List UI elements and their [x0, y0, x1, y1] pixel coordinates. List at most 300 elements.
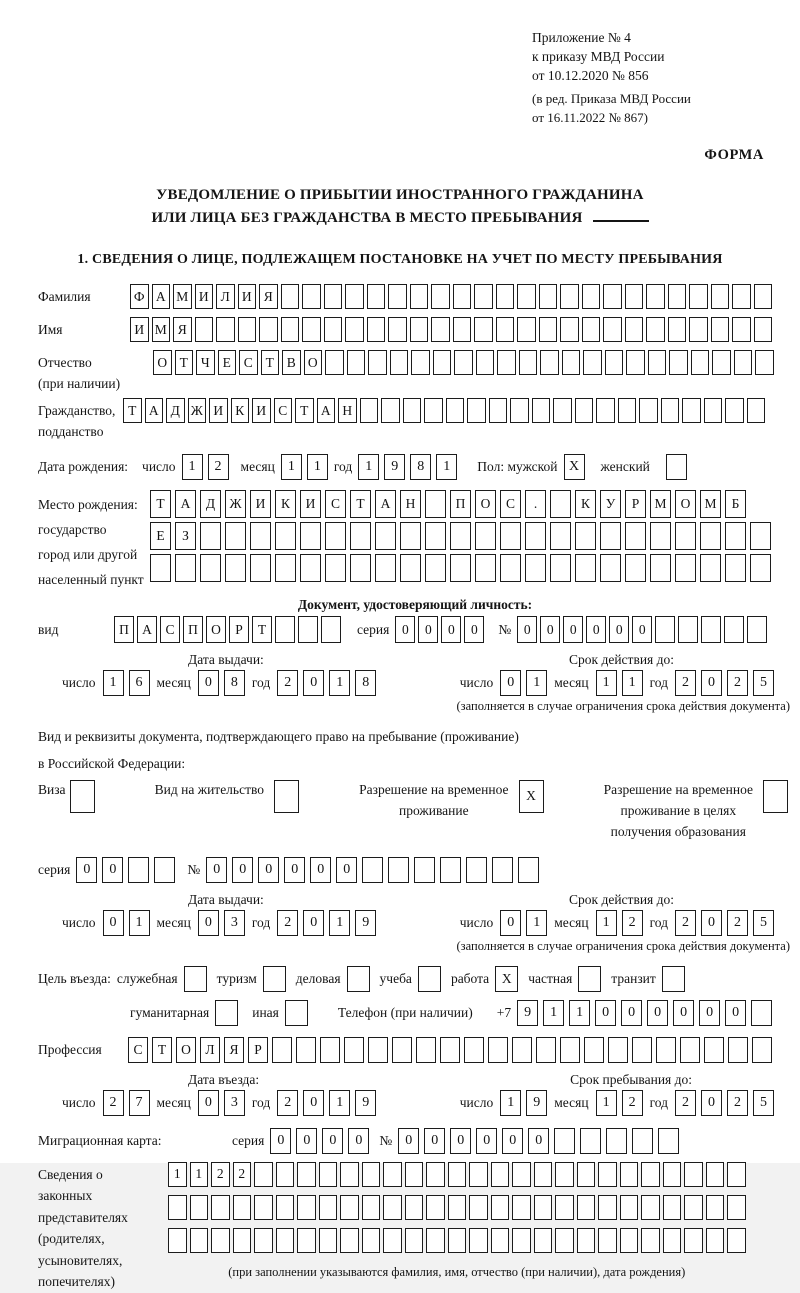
char-box[interactable]	[325, 522, 346, 550]
char-box[interactable]: И	[209, 398, 228, 423]
char-box[interactable]	[655, 616, 675, 643]
char-box[interactable]	[497, 350, 516, 375]
char-box[interactable]	[175, 554, 196, 582]
char-box[interactable]	[554, 1128, 575, 1154]
char-box[interactable]	[704, 1037, 724, 1063]
char-box[interactable]: 5	[753, 910, 774, 936]
char-box[interactable]: А	[175, 490, 196, 518]
char-box[interactable]: 0	[476, 1128, 497, 1154]
char-box[interactable]	[500, 554, 521, 582]
char-box[interactable]: 1	[307, 454, 328, 480]
char-box[interactable]: О	[675, 490, 696, 518]
char-box[interactable]	[405, 1228, 424, 1253]
char-box[interactable]: X	[495, 966, 518, 992]
char-box[interactable]	[276, 1228, 295, 1253]
char-box[interactable]	[582, 317, 601, 342]
char-box[interactable]: 0	[609, 616, 629, 643]
char-box[interactable]: 0	[270, 1128, 291, 1154]
char-box[interactable]: 0	[528, 1128, 549, 1154]
char-box[interactable]	[755, 350, 774, 375]
char-box[interactable]	[700, 522, 721, 550]
char-box[interactable]	[150, 554, 171, 582]
char-box[interactable]	[466, 857, 487, 883]
char-box[interactable]	[580, 1128, 601, 1154]
char-box[interactable]	[577, 1195, 596, 1220]
char-box[interactable]	[426, 1162, 445, 1187]
char-box[interactable]	[661, 398, 680, 423]
char-box[interactable]	[297, 1228, 316, 1253]
char-box[interactable]	[168, 1195, 187, 1220]
char-box[interactable]	[732, 317, 751, 342]
char-box[interactable]	[632, 1037, 652, 1063]
char-box[interactable]	[747, 398, 766, 423]
char-box[interactable]: 1	[569, 1000, 590, 1026]
char-box[interactable]: 5	[753, 1090, 774, 1116]
char-box[interactable]	[725, 554, 746, 582]
char-box[interactable]: 0	[322, 1128, 343, 1154]
char-box[interactable]	[575, 522, 596, 550]
char-box[interactable]: 1	[622, 670, 643, 696]
char-box[interactable]: X	[564, 454, 585, 480]
char-box[interactable]	[575, 554, 596, 582]
char-box[interactable]	[233, 1228, 252, 1253]
char-box[interactable]	[492, 857, 513, 883]
char-box[interactable]	[433, 350, 452, 375]
char-box[interactable]	[725, 522, 746, 550]
char-box[interactable]	[488, 1037, 508, 1063]
char-box[interactable]	[646, 317, 665, 342]
char-box[interactable]	[727, 1162, 746, 1187]
char-box[interactable]	[583, 350, 602, 375]
char-box[interactable]	[347, 350, 366, 375]
char-box[interactable]	[578, 966, 601, 992]
char-box[interactable]	[711, 284, 730, 309]
char-box[interactable]	[274, 780, 299, 813]
char-box[interactable]	[416, 1037, 436, 1063]
char-box[interactable]	[469, 1162, 488, 1187]
char-box[interactable]: 0	[540, 616, 560, 643]
char-box[interactable]: 1	[129, 910, 150, 936]
char-box[interactable]	[168, 1228, 187, 1253]
char-box[interactable]: 8	[410, 454, 431, 480]
char-box[interactable]	[618, 398, 637, 423]
char-box[interactable]	[641, 1162, 660, 1187]
char-box[interactable]	[405, 1195, 424, 1220]
char-box[interactable]: 0	[500, 670, 521, 696]
char-box[interactable]: Т	[123, 398, 142, 423]
char-box[interactable]	[701, 616, 721, 643]
char-box[interactable]: К	[575, 490, 596, 518]
char-box[interactable]: И	[250, 490, 271, 518]
char-box[interactable]	[250, 522, 271, 550]
char-box[interactable]	[344, 1037, 364, 1063]
char-box[interactable]: 3	[224, 910, 245, 936]
char-box[interactable]	[598, 1228, 617, 1253]
char-box[interactable]	[184, 966, 207, 992]
char-box[interactable]	[300, 554, 321, 582]
char-box[interactable]	[724, 616, 744, 643]
char-box[interactable]	[410, 317, 429, 342]
char-box[interactable]	[603, 284, 622, 309]
char-box[interactable]	[281, 284, 300, 309]
char-box[interactable]	[763, 780, 788, 813]
char-box[interactable]: 2	[675, 910, 696, 936]
char-box[interactable]	[340, 1162, 359, 1187]
char-box[interactable]: М	[152, 317, 171, 342]
char-box[interactable]	[285, 1000, 308, 1026]
char-box[interactable]: 0	[310, 857, 331, 883]
char-box[interactable]: 2	[727, 1090, 748, 1116]
char-box[interactable]	[539, 284, 558, 309]
char-box[interactable]: 1	[596, 670, 617, 696]
char-box[interactable]	[400, 554, 421, 582]
char-box[interactable]: 1	[329, 910, 350, 936]
char-box[interactable]	[625, 522, 646, 550]
char-box[interactable]	[425, 554, 446, 582]
char-box[interactable]	[414, 857, 435, 883]
char-box[interactable]: Ф	[130, 284, 149, 309]
char-box[interactable]	[453, 284, 472, 309]
char-box[interactable]	[534, 1162, 553, 1187]
char-box[interactable]	[534, 1228, 553, 1253]
char-box[interactable]	[625, 554, 646, 582]
char-box[interactable]: 0	[441, 616, 461, 643]
char-box[interactable]	[598, 1162, 617, 1187]
char-box[interactable]: О	[176, 1037, 196, 1063]
char-box[interactable]: 1	[526, 670, 547, 696]
char-box[interactable]: 2	[208, 454, 229, 480]
char-box[interactable]	[250, 554, 271, 582]
char-box[interactable]	[450, 554, 471, 582]
char-box[interactable]: 0	[336, 857, 357, 883]
char-box[interactable]	[577, 1228, 596, 1253]
char-box[interactable]: 6	[129, 670, 150, 696]
char-box[interactable]: 0	[198, 670, 219, 696]
char-box[interactable]	[577, 1162, 596, 1187]
char-box[interactable]: 0	[701, 670, 722, 696]
char-box[interactable]: 1	[358, 454, 379, 480]
char-box[interactable]	[388, 857, 409, 883]
char-box[interactable]	[297, 1195, 316, 1220]
char-box[interactable]	[750, 522, 771, 550]
char-box[interactable]: 0	[464, 616, 484, 643]
char-box[interactable]	[275, 522, 296, 550]
char-box[interactable]: 5	[753, 670, 774, 696]
char-box[interactable]: Д	[166, 398, 185, 423]
char-box[interactable]	[431, 284, 450, 309]
char-box[interactable]	[605, 350, 624, 375]
char-box[interactable]	[195, 317, 214, 342]
char-box[interactable]	[712, 350, 731, 375]
char-box[interactable]	[560, 1037, 580, 1063]
char-box[interactable]: А	[145, 398, 164, 423]
char-box[interactable]: 2	[277, 670, 298, 696]
char-box[interactable]	[555, 1228, 574, 1253]
char-box[interactable]: Д	[200, 490, 221, 518]
char-box[interactable]	[431, 317, 450, 342]
char-box[interactable]	[517, 284, 536, 309]
char-box[interactable]: Л	[216, 284, 235, 309]
char-box[interactable]	[190, 1228, 209, 1253]
char-box[interactable]	[512, 1195, 531, 1220]
char-box[interactable]	[275, 554, 296, 582]
char-box[interactable]: 2	[622, 910, 643, 936]
char-box[interactable]: 0	[395, 616, 415, 643]
char-box[interactable]: П	[114, 616, 134, 643]
char-box[interactable]	[689, 284, 708, 309]
char-box[interactable]: С	[160, 616, 180, 643]
char-box[interactable]	[190, 1195, 209, 1220]
char-box[interactable]	[405, 1162, 424, 1187]
char-box[interactable]: 0	[673, 1000, 694, 1026]
char-box[interactable]	[297, 1162, 316, 1187]
char-box[interactable]	[517, 317, 536, 342]
char-box[interactable]	[656, 1037, 676, 1063]
char-box[interactable]	[606, 1128, 627, 1154]
char-box[interactable]: 1	[543, 1000, 564, 1026]
char-box[interactable]	[272, 1037, 292, 1063]
char-box[interactable]	[233, 1195, 252, 1220]
char-box[interactable]	[728, 1037, 748, 1063]
char-box[interactable]: 0	[348, 1128, 369, 1154]
char-box[interactable]	[600, 554, 621, 582]
char-box[interactable]	[675, 554, 696, 582]
char-box[interactable]	[496, 284, 515, 309]
char-box[interactable]	[345, 284, 364, 309]
char-box[interactable]: 2	[211, 1162, 230, 1187]
char-box[interactable]	[345, 317, 364, 342]
char-box[interactable]	[663, 1228, 682, 1253]
char-box[interactable]	[518, 857, 539, 883]
char-box[interactable]	[754, 284, 773, 309]
char-box[interactable]	[340, 1228, 359, 1253]
char-box[interactable]	[725, 398, 744, 423]
char-box[interactable]: А	[137, 616, 157, 643]
char-box[interactable]: С	[274, 398, 293, 423]
char-box[interactable]	[475, 554, 496, 582]
char-box[interactable]	[211, 1195, 230, 1220]
char-box[interactable]: 1	[103, 670, 124, 696]
char-box[interactable]: 1	[596, 910, 617, 936]
char-box[interactable]: С	[500, 490, 521, 518]
char-box[interactable]	[388, 317, 407, 342]
char-box[interactable]: 1	[329, 670, 350, 696]
char-box[interactable]: П	[450, 490, 471, 518]
char-box[interactable]	[200, 554, 221, 582]
char-box[interactable]	[360, 398, 379, 423]
char-box[interactable]	[211, 1228, 230, 1253]
char-box[interactable]	[734, 350, 753, 375]
char-box[interactable]	[448, 1162, 467, 1187]
char-box[interactable]	[732, 284, 751, 309]
char-box[interactable]	[128, 857, 149, 883]
char-box[interactable]	[154, 857, 175, 883]
char-box[interactable]	[639, 398, 658, 423]
char-box[interactable]	[276, 1195, 295, 1220]
char-box[interactable]: 9	[517, 1000, 538, 1026]
char-box[interactable]: И	[130, 317, 149, 342]
char-box[interactable]	[500, 522, 521, 550]
char-box[interactable]: Ж	[225, 490, 246, 518]
char-box[interactable]: Т	[350, 490, 371, 518]
char-box[interactable]	[350, 522, 371, 550]
char-box[interactable]: 2	[727, 670, 748, 696]
char-box[interactable]: К	[231, 398, 250, 423]
char-box[interactable]	[340, 1195, 359, 1220]
char-box[interactable]: 0	[303, 910, 324, 936]
char-box[interactable]	[362, 1162, 381, 1187]
char-box[interactable]: В	[282, 350, 301, 375]
char-box[interactable]	[582, 284, 601, 309]
char-box[interactable]: И	[238, 284, 257, 309]
char-box[interactable]	[678, 616, 698, 643]
char-box[interactable]	[519, 350, 538, 375]
char-box[interactable]	[350, 554, 371, 582]
char-box[interactable]: 2	[103, 1090, 124, 1116]
char-box[interactable]	[390, 350, 409, 375]
char-box[interactable]	[216, 317, 235, 342]
char-box[interactable]	[275, 616, 295, 643]
char-box[interactable]: 1	[182, 454, 203, 480]
char-box[interactable]: 0	[102, 857, 123, 883]
char-box[interactable]	[534, 1195, 553, 1220]
char-box[interactable]	[296, 1037, 316, 1063]
char-box[interactable]	[319, 1162, 338, 1187]
char-box[interactable]: Т	[295, 398, 314, 423]
char-box[interactable]: 0	[296, 1128, 317, 1154]
char-box[interactable]: А	[152, 284, 171, 309]
char-box[interactable]: О	[475, 490, 496, 518]
char-box[interactable]: 9	[355, 1090, 376, 1116]
char-box[interactable]	[608, 1037, 628, 1063]
char-box[interactable]	[666, 454, 687, 480]
char-box[interactable]: 0	[303, 670, 324, 696]
char-box[interactable]	[375, 522, 396, 550]
char-box[interactable]	[225, 522, 246, 550]
char-box[interactable]	[663, 1162, 682, 1187]
char-box[interactable]	[700, 554, 721, 582]
char-box[interactable]	[225, 554, 246, 582]
char-box[interactable]	[254, 1162, 273, 1187]
char-box[interactable]	[536, 1037, 556, 1063]
char-box[interactable]	[362, 1195, 381, 1220]
char-box[interactable]	[368, 1037, 388, 1063]
char-box[interactable]	[426, 1228, 445, 1253]
char-box[interactable]	[625, 284, 644, 309]
char-box[interactable]	[648, 350, 667, 375]
char-box[interactable]	[560, 284, 579, 309]
char-box[interactable]	[362, 857, 383, 883]
char-box[interactable]	[562, 350, 581, 375]
char-box[interactable]: 2	[233, 1162, 252, 1187]
char-box[interactable]: А	[317, 398, 336, 423]
char-box[interactable]: Р	[248, 1037, 268, 1063]
char-box[interactable]	[388, 284, 407, 309]
char-box[interactable]	[675, 522, 696, 550]
char-box[interactable]	[281, 317, 300, 342]
char-box[interactable]	[454, 350, 473, 375]
char-box[interactable]	[424, 398, 443, 423]
char-box[interactable]	[464, 1037, 484, 1063]
char-box[interactable]: 0	[647, 1000, 668, 1026]
char-box[interactable]	[596, 398, 615, 423]
char-box[interactable]	[215, 1000, 238, 1026]
char-box[interactable]	[254, 1195, 273, 1220]
char-box[interactable]	[750, 554, 771, 582]
char-box[interactable]	[598, 1195, 617, 1220]
char-box[interactable]: П	[183, 616, 203, 643]
char-box[interactable]	[263, 966, 286, 992]
char-box[interactable]	[319, 1228, 338, 1253]
char-box[interactable]	[469, 1228, 488, 1253]
char-box[interactable]: Р	[625, 490, 646, 518]
char-box[interactable]	[646, 284, 665, 309]
char-box[interactable]: З	[175, 522, 196, 550]
char-box[interactable]: О	[153, 350, 172, 375]
char-box[interactable]: 2	[622, 1090, 643, 1116]
char-box[interactable]: 0	[103, 910, 124, 936]
char-box[interactable]: У	[600, 490, 621, 518]
char-box[interactable]	[368, 350, 387, 375]
char-box[interactable]	[550, 554, 571, 582]
char-box[interactable]: Р	[229, 616, 249, 643]
char-box[interactable]	[70, 780, 95, 813]
char-box[interactable]: Я	[224, 1037, 244, 1063]
char-box[interactable]	[448, 1228, 467, 1253]
char-box[interactable]: Т	[152, 1037, 172, 1063]
char-box[interactable]: Н	[400, 490, 421, 518]
char-box[interactable]	[474, 284, 493, 309]
char-box[interactable]	[650, 522, 671, 550]
char-box[interactable]	[682, 398, 701, 423]
char-box[interactable]	[448, 1195, 467, 1220]
char-box[interactable]	[426, 1195, 445, 1220]
char-box[interactable]: Б	[725, 490, 746, 518]
char-box[interactable]	[684, 1162, 703, 1187]
char-box[interactable]	[680, 1037, 700, 1063]
char-box[interactable]	[320, 1037, 340, 1063]
char-box[interactable]: Е	[218, 350, 237, 375]
char-box[interactable]: 0	[198, 1090, 219, 1116]
char-box[interactable]: 9	[526, 1090, 547, 1116]
char-box[interactable]: 1	[436, 454, 457, 480]
char-box[interactable]: 2	[727, 910, 748, 936]
char-box[interactable]	[367, 317, 386, 342]
char-box[interactable]	[600, 522, 621, 550]
char-box[interactable]: Ж	[188, 398, 207, 423]
char-box[interactable]	[392, 1037, 412, 1063]
char-box[interactable]	[727, 1195, 746, 1220]
char-box[interactable]	[540, 350, 559, 375]
char-box[interactable]	[650, 554, 671, 582]
char-box[interactable]	[324, 317, 343, 342]
char-box[interactable]: 1	[500, 1090, 521, 1116]
char-box[interactable]: 1	[526, 910, 547, 936]
char-box[interactable]: М	[700, 490, 721, 518]
char-box[interactable]	[403, 398, 422, 423]
char-box[interactable]	[691, 350, 710, 375]
char-box[interactable]: А	[375, 490, 396, 518]
char-box[interactable]	[525, 554, 546, 582]
char-box[interactable]	[525, 522, 546, 550]
char-box[interactable]	[512, 1228, 531, 1253]
char-box[interactable]	[711, 317, 730, 342]
char-box[interactable]	[754, 317, 773, 342]
char-box[interactable]	[383, 1228, 402, 1253]
char-box[interactable]: .	[525, 490, 546, 518]
char-box[interactable]	[381, 398, 400, 423]
char-box[interactable]: 0	[450, 1128, 471, 1154]
